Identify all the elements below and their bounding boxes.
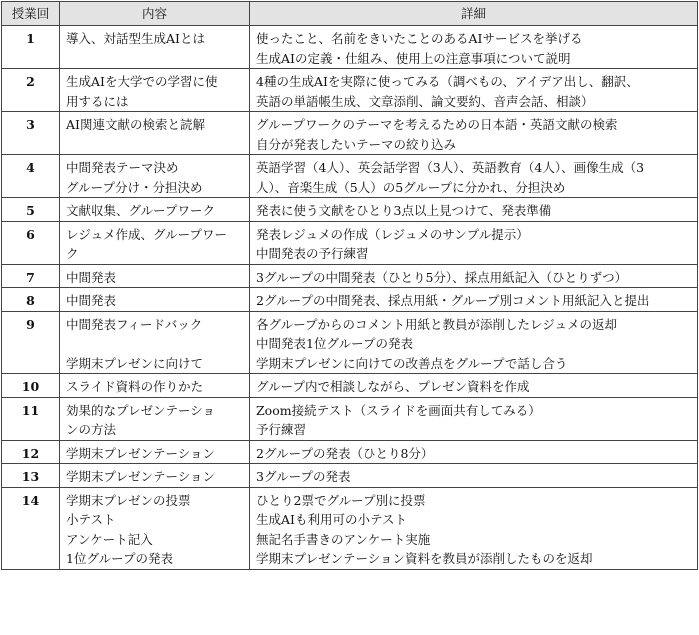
content-line: AI関連文献の検索と読解: [66, 117, 205, 132]
content-line: レジュメ作成、グループワー: [66, 226, 227, 242]
session-number: 2: [2, 69, 60, 112]
content-line: 効果的なプレゼンテーショ: [66, 402, 216, 418]
session-content: [60, 397, 250, 440]
session-detail: [250, 440, 698, 464]
table-row: [2, 374, 698, 398]
table-row: [2, 69, 698, 112]
session-detail: [250, 198, 698, 222]
detail-line: 生成AIの定義・仕組み、使用上の注意事項について説明: [256, 50, 571, 66]
session-number: 5: [2, 198, 60, 222]
detail-line: 中間発表の予行練習: [256, 246, 369, 261]
content-line: 中間発表テーマ決め: [66, 160, 179, 175]
table-row: [2, 221, 698, 264]
session-number: 3: [2, 112, 60, 155]
detail-line: 発表レジュメの作成（レジュメのサンプル提示）: [256, 226, 529, 242]
session-content: [60, 264, 250, 288]
session-number: 11: [2, 397, 60, 440]
session-detail: [250, 112, 698, 155]
content-line: 用するには: [66, 93, 129, 109]
detail-line: ひとり2票でグループ別に投票: [256, 492, 426, 508]
content-line: 小テスト: [66, 512, 116, 527]
table-row: [2, 155, 698, 198]
session-content: [60, 374, 250, 398]
header-row: [2, 2, 698, 26]
session-detail: [250, 264, 698, 288]
table-row: [2, 26, 698, 69]
detail-line: 各グループからのコメント用紙と教員が添削したレジュメの返却: [256, 316, 617, 332]
session-content: [60, 440, 250, 464]
session-content: [60, 464, 250, 488]
session-detail: [250, 155, 698, 198]
content-line: アンケート記入: [66, 531, 153, 547]
session-content: [60, 112, 250, 155]
detail-line: 2グループの発表（ひとり8分）: [256, 445, 434, 461]
content-line: グループ分け・分担決め: [66, 179, 203, 195]
session-content: [60, 487, 250, 569]
content-line: [66, 334, 243, 354]
session-number: 6: [2, 221, 60, 264]
detail-line: 無記名手書きのアンケート実施: [256, 531, 431, 547]
table-row: [2, 464, 698, 488]
session-content: [60, 311, 250, 374]
detail-line: 3グループの中間発表（ひとり5分）、採点用紙記入（ひとりずつ）: [256, 269, 628, 285]
table-row: [2, 198, 698, 222]
header-content: 内容: [60, 2, 250, 26]
detail-line: 生成AIも利用可の小テスト: [256, 512, 407, 527]
table-row: [2, 440, 698, 464]
session-detail: [250, 397, 698, 440]
content-line: 生成AIを大学での学習に使: [66, 74, 218, 89]
detail-line: 使ったこと、名前をきいたことのあるAIサービスを挙げる: [256, 31, 583, 46]
content-line: 文献収集、グループワーク: [66, 203, 216, 218]
session-number: 14: [2, 487, 60, 569]
session-number: 4: [2, 155, 60, 198]
content-line: スライド資料の作りかた: [66, 379, 204, 394]
detail-line: 発表に使う文献をひとり3点以上見つけて、発表準備: [256, 203, 552, 218]
detail-line: 2グループの中間発表、採点用紙・グループ別コメント用紙記入と提出: [256, 293, 650, 308]
content-line: 学期末プレゼンに向けて: [66, 355, 204, 371]
table-body: [2, 26, 698, 570]
session-content: [60, 198, 250, 222]
detail-line: 英語学習（4人）、英会話学習（3人）、英語教育（4人）、画像生成（3: [256, 160, 645, 175]
content-line: 中間発表: [66, 269, 117, 285]
session-detail: [250, 374, 698, 398]
syllabus-table: [1, 1, 698, 570]
detail-line: Zoom接続テスト（スライドを画面共有してみる）: [256, 402, 541, 418]
session-content: [60, 69, 250, 112]
detail-line: グループ内で相談しながら、プレゼン資料を作成: [256, 379, 530, 394]
session-detail: [250, 487, 698, 569]
content-line: 学期末プレゼンテーション: [66, 469, 216, 484]
detail-line: 中間発表1位グループの発表: [256, 336, 413, 351]
table-row: [2, 112, 698, 155]
detail-line: 予行練習: [256, 422, 307, 437]
session-number: 7: [2, 264, 60, 288]
table-row: [2, 397, 698, 440]
session-content: [60, 26, 250, 69]
session-detail: [250, 464, 698, 488]
session-detail: [250, 288, 698, 312]
table-row: [2, 264, 698, 288]
session-content: [60, 221, 250, 264]
session-content: [60, 288, 250, 312]
session-detail: [250, 311, 698, 374]
header-session: 授業回: [2, 2, 60, 26]
session-detail: [250, 221, 698, 264]
detail-line: 学期末プレゼンテーション資料を教員が添削したものを返却: [256, 551, 593, 566]
content-line: 中間発表: [66, 293, 117, 308]
session-content: [60, 155, 250, 198]
table-row: [2, 311, 698, 374]
session-detail: [250, 69, 698, 112]
content-line: 中間発表フィードバック: [66, 316, 203, 332]
content-line: 学期末プレゼンテーション: [66, 445, 216, 461]
table-row: [2, 487, 698, 569]
detail-line: グループワークのテーマを考えるための日本語・英語文献の検索: [256, 117, 618, 132]
session-detail: [250, 26, 698, 69]
detail-line: 3グループの発表: [256, 469, 351, 484]
detail-line: 自分が発表したいテーマの絞り込み: [256, 136, 457, 152]
detail-line: 学期末プレゼンに向けての改善点をグループで話し合う: [256, 355, 568, 371]
detail-line: 英語の単語帳生成、文章添削、論文要約、音声会話、相談）: [256, 93, 594, 109]
session-number: 9: [2, 311, 60, 374]
content-line: 導入、対話型生成AIとは: [66, 31, 205, 46]
detail-line: 人）、音楽生成（5人）の5グループに分かれ、分担決め: [256, 179, 566, 195]
session-number: 12: [2, 440, 60, 464]
content-line: 学期末プレゼンの投票: [66, 492, 191, 508]
session-number: 8: [2, 288, 60, 312]
table-row: [2, 288, 698, 312]
session-number: 13: [2, 464, 60, 488]
content-line: 1位グループの発表: [66, 551, 173, 566]
content-line: ンの方法: [66, 422, 117, 437]
session-number: 1: [2, 26, 60, 69]
header-detail: 詳細: [250, 2, 698, 26]
detail-line: 4種の生成AIを実際に使ってみる（調べもの、アイデア出し、翻訳、: [256, 74, 639, 89]
content-line: ク: [66, 246, 79, 261]
session-number: 10: [2, 374, 60, 398]
